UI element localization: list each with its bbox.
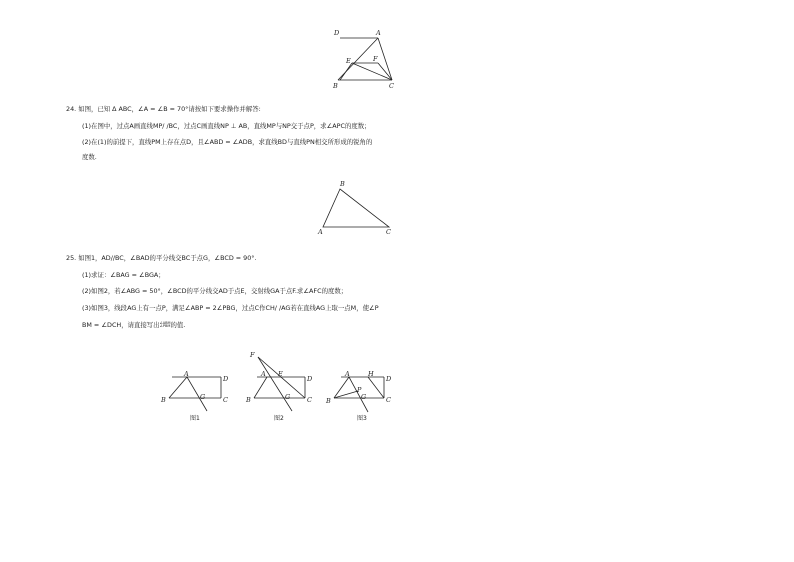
fig2-label-g: G (285, 393, 291, 401)
q25-part3-prefix: BM = ∠DCH，请直接写出 (82, 321, 160, 329)
top-label-e: E (346, 57, 351, 65)
q24-label-b: B (340, 180, 345, 188)
top-label-d: D (334, 29, 340, 37)
fig1-label-g: G (200, 393, 206, 401)
fig2-label-c: C (307, 396, 312, 404)
fig1-label-d: D (223, 375, 229, 383)
fig3-label-h: H (368, 370, 374, 378)
top-label-a: A (376, 29, 381, 37)
fig2-label-b: B (246, 396, 251, 404)
top-label-c: C (389, 82, 394, 90)
fraction-numerator: ∠ABM (159, 320, 171, 325)
fig3-label-b: B (326, 397, 331, 405)
fig2-label-f: F (250, 351, 255, 359)
fraction-denominator: ∠PBM (159, 324, 171, 328)
q25-part2: (2)如图2，若∠ABG = 50°，∠BCD的平分线交AD于点E，交射线GA于点F.求∠AFC的度数； (82, 287, 348, 295)
fig3-label-a: A (345, 370, 350, 378)
q24-part2-line2: 度数. (82, 153, 97, 161)
top-label-f: F (373, 55, 378, 63)
fig2-label-d: D (307, 375, 313, 383)
q24-part2-line1: (2)在(1)的前提下，直线PM上存在点D，且∠ABD = ∠ADB，求直线BD与直线PN相交所形成的锐角的 (82, 138, 373, 146)
fig3-label-c: C (386, 396, 391, 404)
q24-label-a: A (318, 228, 323, 236)
q25-part3-suffix: 的值. (170, 321, 186, 329)
fig3-label-p: P (357, 386, 362, 394)
fig3-caption: 图3 (357, 415, 367, 422)
fig2-label-e: E (278, 370, 283, 378)
q25-part1: (1)求证：∠BAG = ∠BGA； (82, 271, 165, 279)
fig3-label-g: G (361, 393, 367, 401)
fig2-caption: 图2 (274, 415, 284, 422)
fig1-label-b: B (161, 396, 166, 404)
q25-stem: 25. 如图1，AD//BC，∠BAD的平分线交BC于点G，∠BCD = 90°. (66, 254, 257, 262)
q24-part1: (1)在图中，过点A画直线MP/ /BC，过点C画直线NP ⊥ AB，直线MP与NP交于点P，求∠APC的度数； (82, 122, 371, 130)
fig1-label-a: A (184, 370, 189, 378)
q25-part3-line1: (3)如图3，线段AG上有一点P，满足∠ABP = 2∠PBG，过点C作CH/ /AG若在直线AG上取一点M，使∠P (82, 304, 379, 312)
fig1-label-c: C (223, 396, 228, 404)
fig3-label-d: D (386, 375, 392, 383)
q24-label-c: C (386, 228, 391, 236)
fig2-label-a: A (261, 370, 266, 378)
q24-stem: 24. 如图，已知 ∆ ABC，∠A = ∠B = 70°请按如下要求操作并解答: (66, 105, 261, 113)
top-label-b: B (333, 82, 338, 90)
fig1-caption: 图1 (190, 415, 200, 422)
